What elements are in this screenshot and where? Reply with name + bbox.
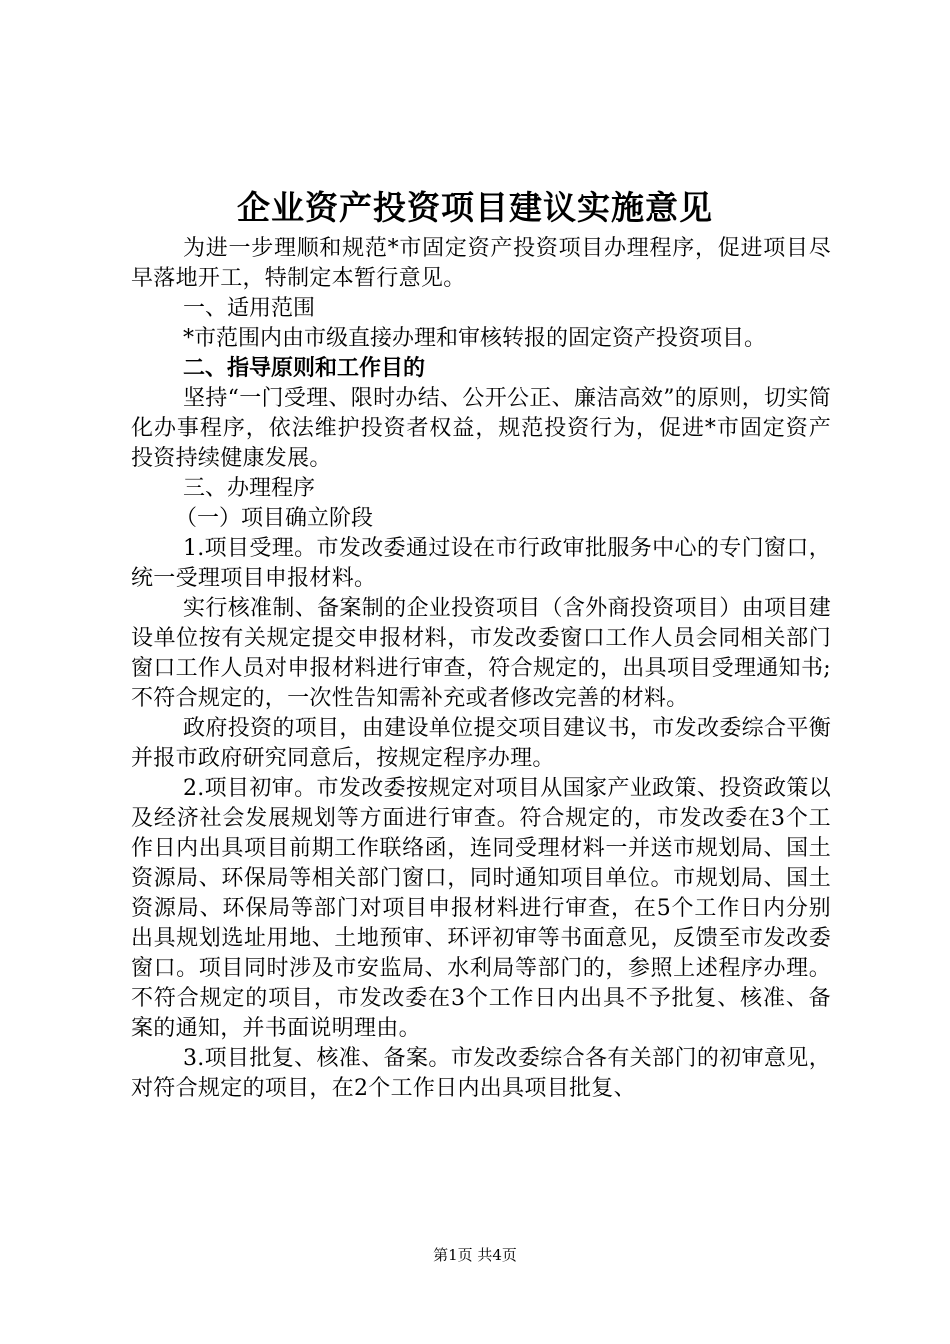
item-1-paragraph-3: 政府投资的项目，由建设单位提交项目建议书，市发改委综合平衡并报市政府研究同意后，按规定程序办理。	[131, 716, 831, 771]
section-1-heading: 一、适用范围	[183, 296, 316, 321]
document-body	[131, 234, 831, 1104]
subsection-1-heading: （一）项目确立阶段	[175, 506, 374, 531]
section-1-text: *市范围内由市级直接办理和审核转报的固定资产投资项目。	[183, 326, 767, 351]
item-1-paragraph: 1.项目受理。市发改委通过设在市行政审批服务中心的专门窗口，统一受理项目申报材料。	[131, 536, 831, 591]
section-3-heading: 三、办理程序	[183, 476, 316, 501]
item-3-paragraph: 3.项目批复、核准、备案。市发改委综合各有关部门的初审意见，对符合规定的项目，在2个工作日内出具项目批复、	[131, 1046, 831, 1101]
item-1-paragraph-2: 实行核准制、备案制的企业投资项目（含外商投资项目）由项目建设单位按有关规定提交申报材料，市发改委窗口工作人员会同相关部门窗口工作人员对申报材料进行审查，符合规定的，出具项目受理通知书;不符合规定的，一次性告知需补充或者修改完善的材料。	[131, 596, 831, 711]
document-title: 企业资产投资项目建议实施意见	[237, 188, 713, 227]
page-footer: 第1页 共4页	[433, 1246, 517, 1264]
section-2-text: 坚持“一门受理、限时办结、公开公正、廉洁高效”的原则，切实简化办事程序，依法维护投资者权益，规范投资行为，促进*市固定资产投资持续健康发展。	[131, 386, 831, 471]
section-2-heading: 二、指导原则和工作目的	[183, 356, 426, 381]
item-2-paragraph: 2.项目初审。市发改委按规定对项目从国家产业政策、投资政策以及经济社会发展规划等方面进行审查。符合规定的，市发改委在3个工作日内出具项目前期工作联络函，连同受理材料一并送市规划局、国土资源局、环保局等相关部门窗口，同时通知项目单位。市规划局、国土资源局、环保局等部门对项目申报材料进行审查，在5个工作日内分别出具规划选址用地、土地预审、环评初审等书面意见，反馈至市发改委窗口。项目同时涉及市安监局、水利局等部门的，参照上述程序办理。不符合规定的项目，市发改委在3个工作日内出具不予批复、核准、备案的通知，并书面说明理由。	[131, 776, 831, 1041]
intro-paragraph: 为进一步理顺和规范*市固定资产投资项目办理程序，促进项目尽早落地开工，特制定本暂行意见。	[131, 236, 831, 291]
